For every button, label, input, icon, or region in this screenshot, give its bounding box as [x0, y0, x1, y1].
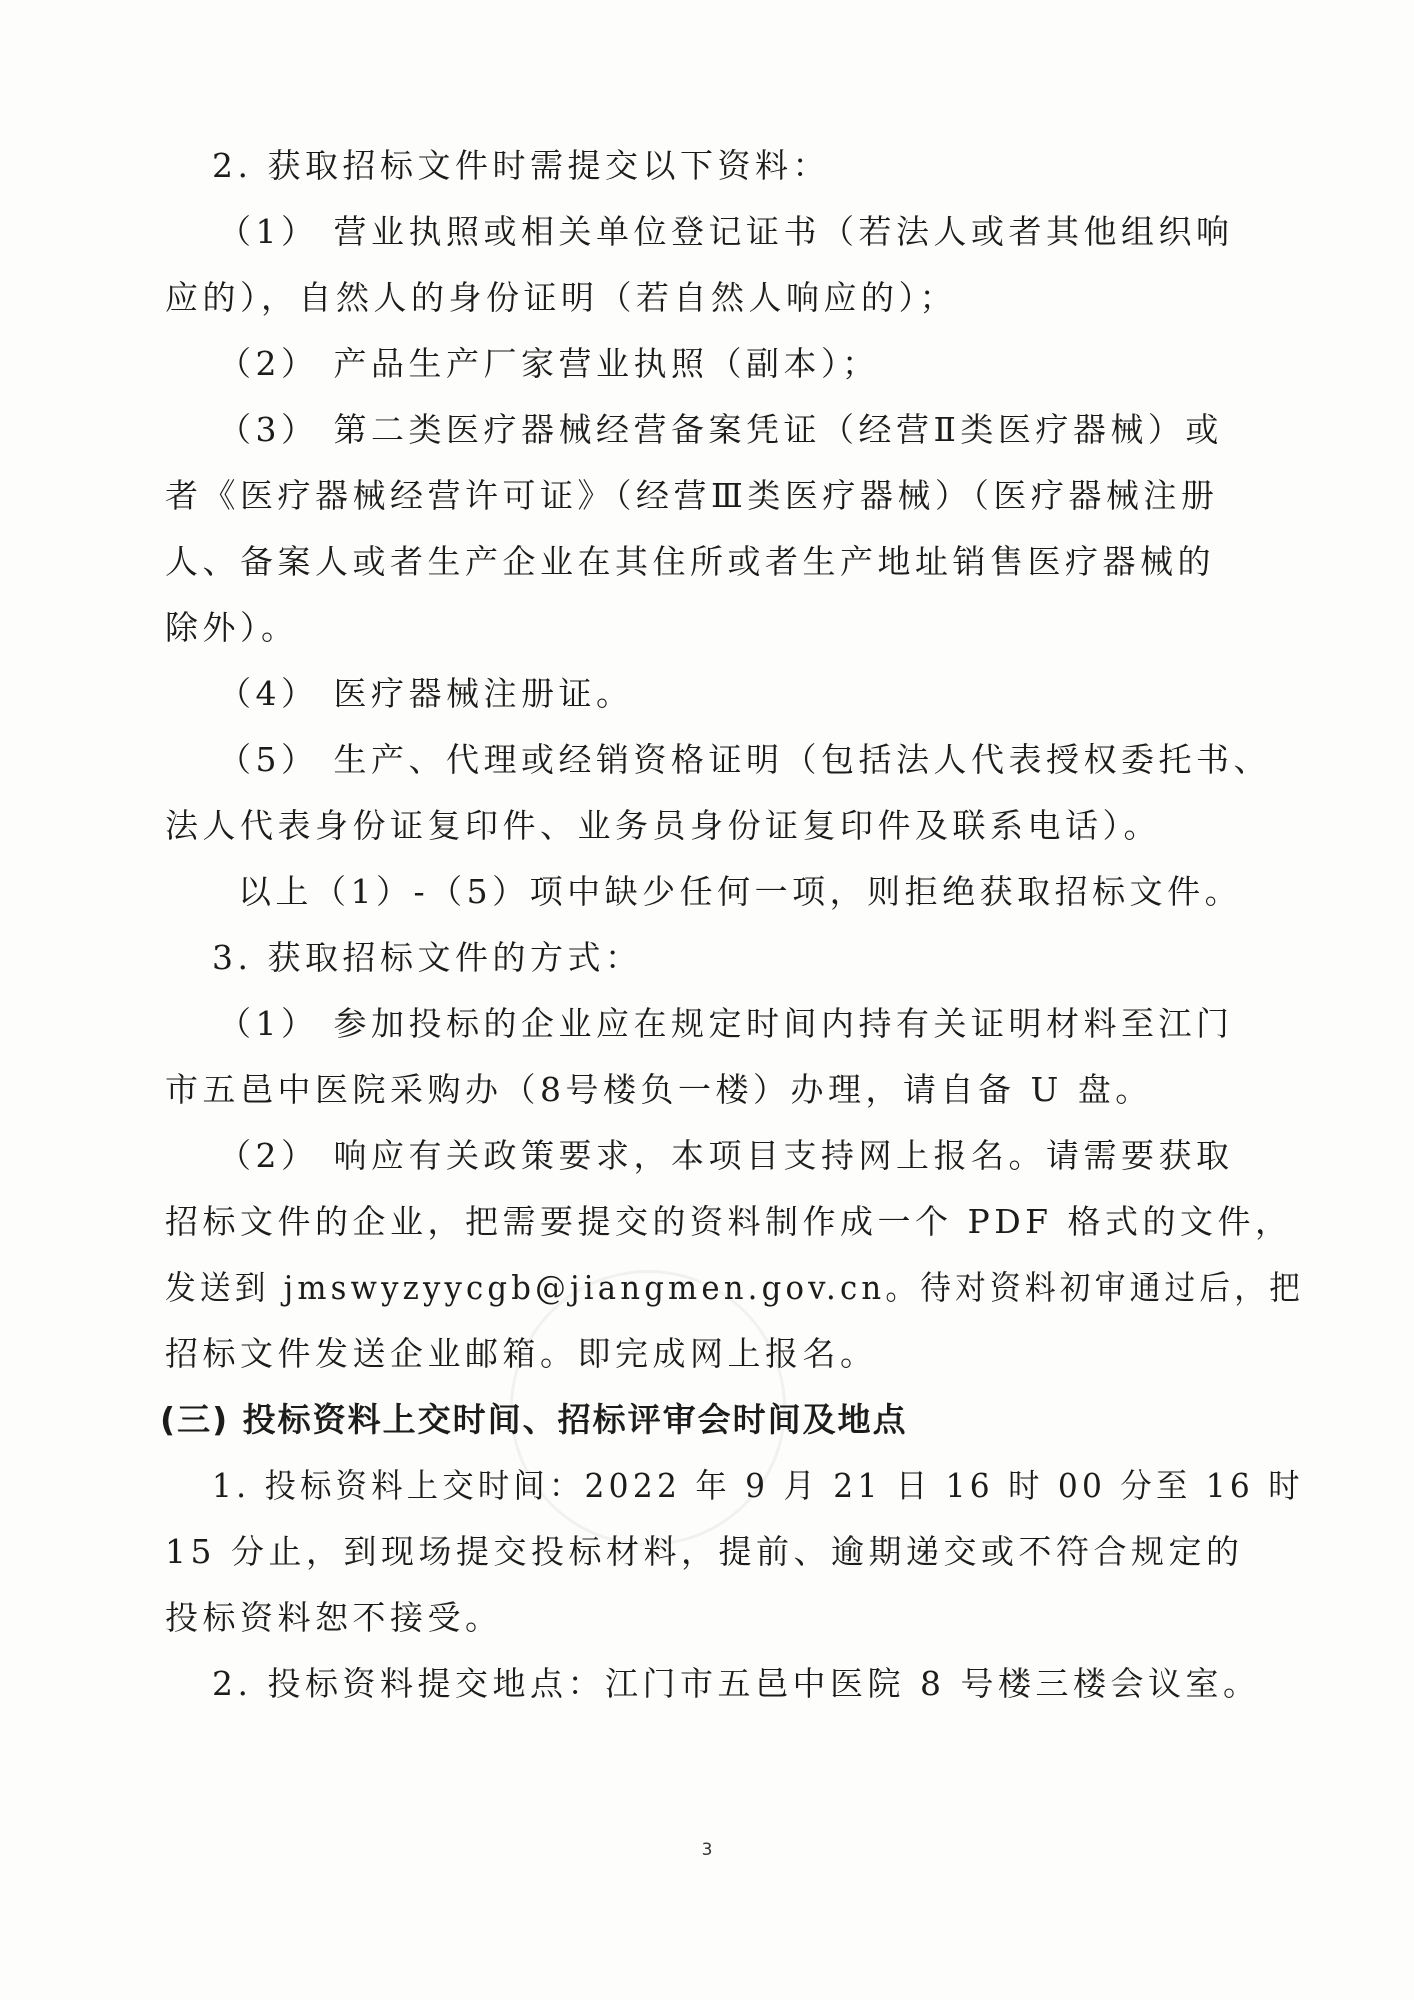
line-text: （2） 产品生产厂家营业执照（副本）； — [218, 344, 880, 383]
section-heading-text: (三) 投标资料上交时间、招标评审会时间及地点 — [160, 1400, 908, 1439]
line-text: 3. 获取招标文件的方式： — [212, 938, 643, 977]
text-line — [0, 400, 1414, 460]
page-number: 3 — [701, 1840, 713, 1860]
text-line — [0, 1456, 1414, 1516]
text-line — [0, 202, 1414, 262]
text-line — [0, 862, 1414, 922]
line-text: 者《医疗器械经营许可证》（经营Ⅲ类医疗器械）（医疗器械注册 — [165, 476, 1219, 515]
section-heading — [0, 1390, 1414, 1450]
text-line — [0, 268, 1414, 328]
text-line — [0, 466, 1414, 526]
text-line — [0, 1126, 1414, 1186]
line-text: 除外）。 — [165, 608, 299, 647]
line-text: 2. 获取招标文件时需提交以下资料： — [212, 146, 830, 185]
text-line — [0, 1060, 1414, 1120]
line-text: 市五邑中医院采购办（8号楼负一楼）办理，请自备 U 盘。 — [165, 1070, 1153, 1109]
text-line — [0, 532, 1414, 592]
text-line — [0, 1522, 1414, 1582]
text-line — [0, 994, 1414, 1054]
line-text: （2） 响应有关政策要求，本项目支持网上报名。请需要获取 — [218, 1136, 1234, 1175]
line-text: 以上（1）-（5）项中缺少任何一项，则拒绝获取招标文件。 — [238, 872, 1243, 911]
line-text: 法人代表身份证复印件、业务员身份证复印件及联系电话）。 — [165, 806, 1161, 845]
text-line — [0, 1588, 1414, 1648]
line-text: 15 分止，到现场提交投标材料，提前、逾期递交或不符合规定的 — [165, 1532, 1244, 1571]
text-line — [0, 664, 1414, 724]
line-text: 2. 投标资料提交地点：江门市五邑中医院 8 号楼三楼会议室。 — [212, 1664, 1261, 1703]
line-text: 招标文件发送企业邮箱。即完成网上报名。 — [165, 1334, 878, 1373]
line-text: 投标资料恕不接受。 — [165, 1598, 503, 1637]
line-text: （5） 生产、代理或经销资格证明（包括法人代表授权委托书、 — [218, 740, 1271, 779]
line-text: （4） 医疗器械注册证。 — [218, 674, 634, 713]
text-line — [0, 1654, 1414, 1714]
line-text: 人、备案人或者生产企业在其住所或者生产地址销售医疗器械的 — [165, 542, 1215, 581]
text-line — [0, 334, 1414, 394]
text-line — [0, 1192, 1414, 1252]
text-line — [0, 730, 1414, 790]
text-line — [0, 928, 1414, 988]
line-text: （3） 第二类医疗器械经营备案凭证（经营Ⅱ类医疗器械）或 — [218, 410, 1223, 449]
line-text: 1. 投标资料上交时间：2022 年 9 月 21 日 16 时 00 分至 16 时 — [212, 1466, 1304, 1505]
line-text: 应的），自然人的身份证明（若自然人响应的）； — [165, 278, 957, 317]
text-line — [0, 136, 1414, 196]
line-text: 招标文件的企业，把需要提交的资料制作成一个 PDF 格式的文件， — [165, 1202, 1293, 1241]
line-text: 发送到 jmswyzyycgb@jiangmen.gov.cn。待对资料初审通过后，把 — [165, 1268, 1305, 1307]
text-line — [0, 796, 1414, 856]
text-line — [0, 1258, 1414, 1318]
text-line — [0, 1324, 1414, 1384]
text-line — [0, 598, 1414, 658]
line-text: （1） 营业执照或相关单位登记证书（若法人或者其他组织响 — [218, 212, 1234, 251]
line-text: （1） 参加投标的企业应在规定时间内持有关证明材料至江门 — [218, 1004, 1234, 1043]
